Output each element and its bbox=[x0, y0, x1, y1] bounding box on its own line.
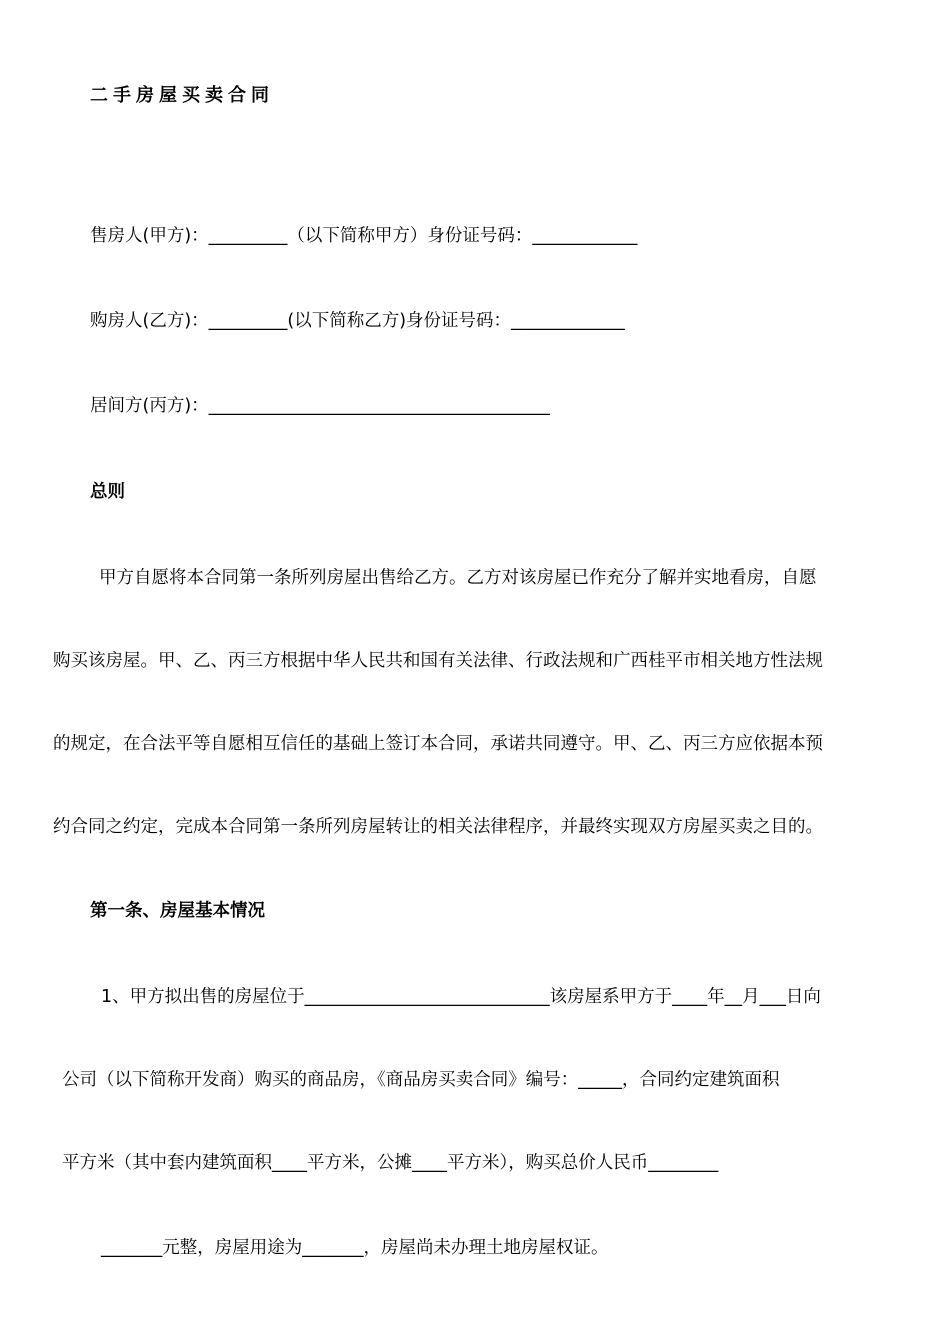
paragraph-line: _______元整，房屋用途为_______，房屋尚未办理土地房屋权证。 bbox=[101, 1238, 609, 1258]
party-c-line: 居间方(丙方)：_______________________________________ bbox=[90, 396, 550, 416]
general-heading: 总则 bbox=[90, 482, 125, 502]
party-a-line: 售房人(甲方)：_________（以下简称甲方）身份证号码：____________ bbox=[90, 226, 638, 246]
paragraph-line: 甲方自愿将本合同第一条所列房屋出售给乙方。乙方对该房屋已作充分了解并实地看房，自愿 bbox=[99, 568, 817, 588]
paragraph-line: 公司（以下简称开发商）购买的商品房，《商品房买卖合同》编号：_____，合同约定建筑面积 bbox=[62, 1070, 780, 1090]
paragraph-line: 的规定，在合法平等自愿相互信任的基础上签订本合同，承诺共同遵守。甲、乙、丙三方应依据本预 bbox=[53, 734, 823, 754]
party-b-line: 购房人(乙方)：_________(以下简称乙方)身份证号码：_____________ bbox=[90, 311, 625, 331]
paragraph-line: 1、甲方拟出售的房屋位于____________________________该房屋系甲方于____年__月___日向 bbox=[101, 987, 821, 1007]
paragraph-line: 购买该房屋。甲、乙、丙三方根据中华人民共和国有关法律、行政法规和广西桂平市相关地方性法规 bbox=[53, 651, 823, 671]
document-title: 二手房屋买卖合同 bbox=[90, 85, 274, 106]
paragraph-line: 平方米（其中套内建筑面积____平方米，公摊____平方米），购买总价人民币________ bbox=[62, 1153, 719, 1173]
article1-heading: 第一条、房屋基本情况 bbox=[90, 901, 265, 921]
paragraph-line: 约合同之约定，完成本合同第一条所列房屋转让的相关法律程序，并最终实现双方房屋买卖之目的。 bbox=[53, 817, 823, 837]
